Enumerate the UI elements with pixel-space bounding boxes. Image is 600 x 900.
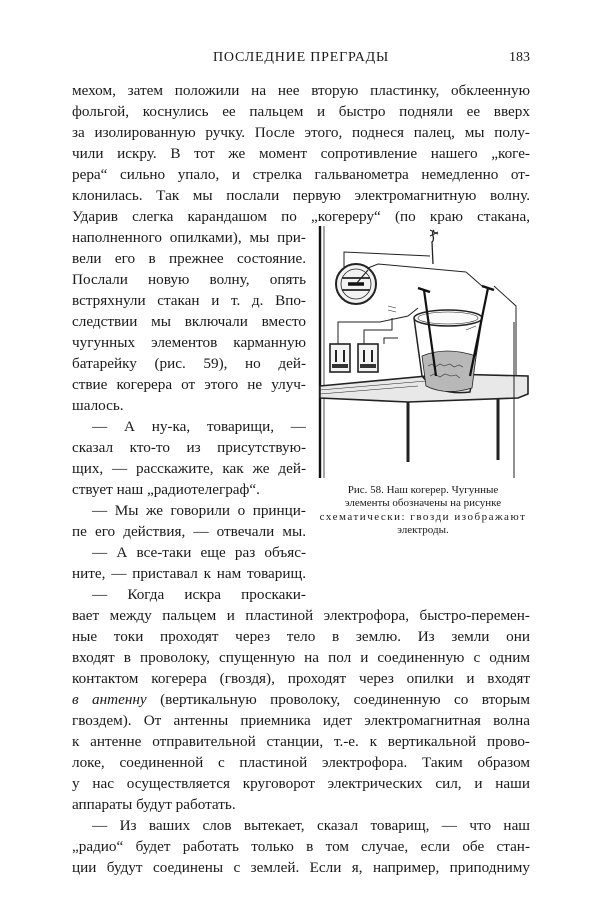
coherer-illustration	[318, 226, 530, 478]
text-line: наполненного опилками), мы при-	[72, 229, 306, 246]
text-line: входят в проволоку, спущенную на пол и соединенную с одним	[72, 649, 530, 666]
text-line	[72, 689, 530, 710]
text-line: рера“ сильно упало, и стрелка гальванометра немедленно от-	[72, 166, 530, 183]
text-line: шалось.	[72, 397, 124, 414]
text-line: контактом когерера (гвоздя), проходят через опилки и входят	[72, 670, 530, 687]
text-line: Ударив слегка карандашом по „когереру“ (по краю стакана,	[72, 208, 530, 225]
text-line: за изолированную ручку. После этого, поднеся палец, мы полу-	[72, 124, 530, 141]
text-line: Послали новую волну, опять	[72, 271, 306, 288]
text-line: — А ну-ка, товарищи, —	[92, 418, 306, 435]
page-header	[72, 50, 530, 70]
text-line: ции будут соединены с землей. Если я, например, приподниму	[72, 859, 530, 876]
text-line: „радио“ будет работать только в том случае, если обе стан-	[72, 838, 530, 855]
caption-line: электроды.	[397, 524, 449, 537]
text-line: клонилась. Так мы послали первую электромагнитную волну.	[72, 187, 530, 204]
text-line: ствие когерера от этого не улуч-	[72, 376, 306, 393]
caption-line: схематически: гвозди изображают	[319, 510, 527, 523]
text-line: следствии мы включали вместо	[72, 313, 306, 330]
caption-line: Рис. 58. Наш когерер. Чугунные	[347, 484, 499, 496]
running-title: ПОСЛЕДНИЕ ПРЕГРАДЫ	[212, 50, 390, 65]
page-number: 183	[509, 50, 530, 65]
text-line: вели его в прежнее состояние.	[72, 250, 306, 267]
caption-line: элементы обозначены на рисунке	[344, 497, 502, 510]
text-line: мехом, затем положили на нее вторую пластинку, обклеенную	[72, 82, 530, 99]
text-line: — Мы же говорили о принци-	[92, 502, 306, 519]
text-line: сказал кто-то из присутствую-	[72, 439, 306, 456]
text-line: пе его действия, — отвечали мы.	[72, 523, 306, 540]
text-line: щих, — расскажите, как же дей-	[72, 460, 306, 477]
text-line: локе, соединенной с пластиной электрофора. Таким образом	[72, 754, 530, 771]
italic-term: в антенну	[72, 691, 147, 708]
text-line: у нас осуществляется круговорот электрических сил, и наши	[72, 775, 530, 792]
text-line: чили искру. В тот же момент сопротивление нашего „коге-	[72, 145, 530, 162]
text-line: ните, — приставал к нам товарищ.	[72, 565, 306, 582]
text-line: — А все-таки еще раз объяс-	[92, 544, 306, 561]
text-line: — Из ваших слов вытекает, сказал товарищ, — что наш	[92, 817, 530, 834]
text-line: ствует наш „радиотелеграф“.	[72, 481, 260, 498]
text-line: встряхнули стакан и т. д. Впо-	[72, 292, 306, 309]
text-fragment: (вертикальную проволоку, соединенную со вторым	[146, 691, 530, 708]
text-line: вает между пальцем и пластиной электрофора, быстро-перемен-	[72, 607, 530, 624]
text-line: чугунных элементов карманную	[72, 334, 306, 351]
text-line: гвоздем). От антенны приемника идет электромагнитная волна	[72, 712, 530, 729]
text-line: батарейку (рис. 59), но дей-	[72, 355, 306, 372]
text-line: — Когда искра проскаки-	[92, 586, 306, 603]
text-line: аппараты будут работать.	[72, 796, 236, 813]
text-line: фольгой, коснулись ее пальцем и быстро подняли ее вверх	[72, 103, 530, 120]
figure-caption	[312, 484, 534, 538]
text-line: к антенне отправительной станции, т.-е. к вертикальной прово-	[72, 733, 530, 750]
text-line: ные токи проходят через тело в землю. Из земли они	[72, 628, 530, 645]
